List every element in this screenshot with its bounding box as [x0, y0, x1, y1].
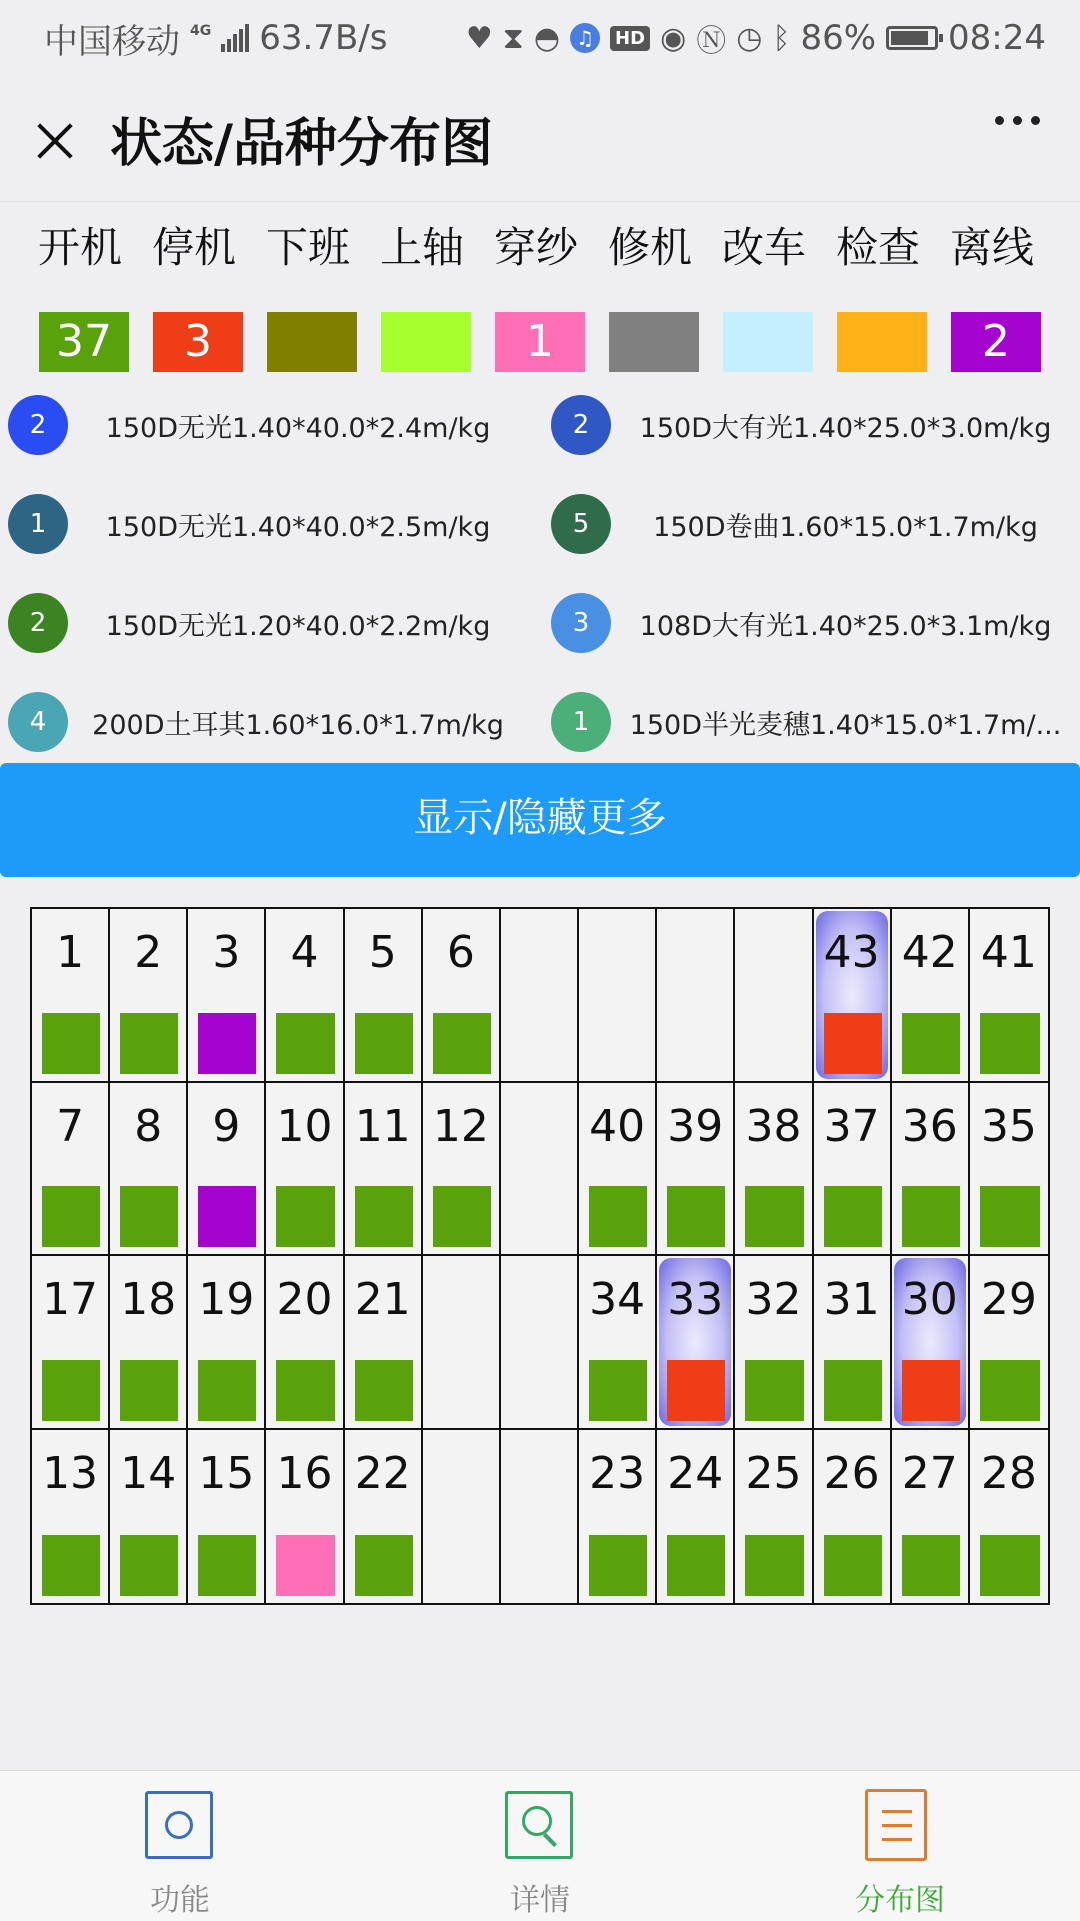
variety-count-badge: 2: [8, 593, 68, 653]
machine-cell[interactable]: [423, 909, 501, 1083]
machine-status-indicator: [667, 1360, 725, 1421]
status-count-box[interactable]: [609, 312, 699, 372]
machine-cell[interactable]: [657, 1430, 735, 1604]
machine-status-indicator: [355, 1360, 413, 1421]
machine-number: 18: [120, 1274, 177, 1325]
machine-number: 2: [134, 927, 163, 978]
machine-cell[interactable]: [345, 1083, 423, 1257]
machine-cell[interactable]: [345, 1430, 423, 1604]
machine-number: 40: [589, 1100, 646, 1152]
variety-item[interactable]: [8, 593, 528, 653]
machine-number: 3: [212, 927, 241, 978]
machine-number: 4: [290, 927, 319, 978]
machine-cell[interactable]: [32, 909, 110, 1083]
empty-cell: [423, 1430, 501, 1604]
machine-status-indicator: [355, 1535, 413, 1596]
machine-cell[interactable]: [32, 1256, 110, 1430]
machine-number: 32: [745, 1274, 802, 1325]
machine-status-indicator: [902, 1535, 960, 1596]
bluetooth-icon: ᛒ: [772, 20, 791, 56]
machine-number: 22: [354, 1447, 411, 1499]
machine-number: 30: [901, 1274, 958, 1325]
machine-cell[interactable]: [657, 1083, 735, 1257]
clock: 08:24: [948, 18, 1046, 58]
page-title: 状态/品种分布图: [110, 114, 493, 174]
machine-number: 41: [980, 927, 1037, 978]
machine-cell[interactable]: [970, 1256, 1048, 1430]
machine-cell[interactable]: [814, 1083, 892, 1257]
variety-item[interactable]: [551, 395, 1080, 455]
machine-status-indicator: [42, 1186, 100, 1247]
machine-number: 36: [901, 1100, 958, 1152]
status-bar: [0, 0, 1080, 76]
status-label: 检查: [835, 223, 920, 272]
variety-count-badge: 1: [551, 692, 611, 752]
empty-cell: [501, 1256, 579, 1430]
machine-status-indicator: [745, 1360, 803, 1421]
status-count-box[interactable]: [837, 312, 927, 372]
bottom-nav: [0, 1770, 1080, 1921]
machine-cell[interactable]: [735, 1083, 813, 1257]
machine-cell[interactable]: [32, 1083, 110, 1257]
machine-status-indicator: [42, 1013, 100, 1074]
status-count-box[interactable]: 1: [495, 312, 585, 372]
machine-status-indicator: [980, 1013, 1040, 1074]
variety-count-badge: 4: [8, 692, 68, 752]
variety-count-badge: 5: [551, 494, 611, 554]
function-icon: [145, 1791, 213, 1859]
status-label: 穿纱: [493, 223, 578, 272]
machine-number: 10: [276, 1100, 333, 1152]
empty-cell: [579, 909, 657, 1083]
machine-cell[interactable]: [266, 1256, 344, 1430]
machine-status-indicator: [433, 1013, 491, 1074]
machine-number: 6: [446, 927, 475, 978]
machine-status-indicator: [980, 1186, 1040, 1247]
machine-status-indicator: [198, 1013, 256, 1074]
machine-number: 14: [120, 1447, 177, 1499]
machine-cell[interactable]: [735, 1430, 813, 1604]
nav-item[interactable]: [450, 1771, 630, 1921]
machine-grid: [30, 907, 1050, 1605]
variety-item[interactable]: [551, 593, 1080, 653]
machine-status-indicator: [824, 1535, 882, 1596]
machine-number: 29: [980, 1274, 1037, 1325]
machine-number: 24: [667, 1447, 724, 1499]
machine-status-indicator: [433, 1186, 491, 1247]
machine-number: 34: [589, 1274, 646, 1325]
machine-status-indicator: [667, 1186, 725, 1247]
variety-item[interactable]: [8, 494, 528, 554]
machine-number: 21: [354, 1274, 411, 1325]
machine-status-indicator: [276, 1535, 334, 1596]
carrier-name: 中国移动: [44, 21, 180, 62]
machine-cell[interactable]: [970, 909, 1048, 1083]
variety-name: 150D无光1.40*40.0*2.5m/kg: [105, 511, 491, 543]
machine-status-indicator: [902, 1186, 960, 1247]
machine-cell[interactable]: [110, 1430, 188, 1604]
status-count-box[interactable]: [723, 312, 813, 372]
machine-number: 38: [745, 1100, 802, 1152]
status-label: 下班: [265, 223, 350, 272]
variety-name: 150D大有光1.40*25.0*3.0m/kg: [639, 412, 1052, 444]
machine-status-indicator: [667, 1535, 725, 1596]
status-label: 修机: [607, 223, 692, 272]
search-icon: [505, 1791, 573, 1859]
machine-cell[interactable]: [657, 1256, 735, 1430]
network-type: 4G: [190, 23, 212, 39]
machine-number: 17: [42, 1274, 99, 1325]
machine-number: 9: [212, 1100, 241, 1152]
machine-status-indicator: [902, 1360, 960, 1421]
machine-number: 19: [198, 1274, 255, 1325]
machine-number: 16: [276, 1447, 333, 1499]
machine-status-indicator: [198, 1360, 256, 1421]
machine-cell[interactable]: [188, 909, 266, 1083]
variety-name: 150D无光1.20*40.0*2.2m/kg: [105, 610, 491, 642]
machine-status-indicator: [42, 1360, 100, 1421]
machine-cell[interactable]: [266, 1083, 344, 1257]
machine-cell[interactable]: [892, 909, 970, 1083]
machine-cell[interactable]: [110, 1083, 188, 1257]
variety-count-badge: 2: [551, 395, 611, 455]
machine-cell[interactable]: [970, 1083, 1048, 1257]
machine-status-indicator: [824, 1186, 882, 1247]
qq-icon: ◓: [533, 20, 561, 56]
variety-item[interactable]: [8, 692, 528, 752]
machine-number: 12: [432, 1100, 489, 1152]
machine-cell[interactable]: [32, 1430, 110, 1604]
machine-cell[interactable]: [345, 909, 423, 1083]
machine-cell[interactable]: [892, 1256, 970, 1430]
nav-item[interactable]: [90, 1771, 270, 1921]
machine-status-indicator: [276, 1013, 334, 1074]
status-legend-labels: [0, 215, 1080, 285]
machine-status-indicator: [980, 1360, 1040, 1421]
alarm-icon: ◷: [736, 20, 763, 56]
machine-status-indicator: [120, 1013, 178, 1074]
machine-cell[interactable]: [892, 1083, 970, 1257]
battery-percent: 86%: [800, 18, 877, 58]
title-bar: [0, 76, 1080, 202]
machine-status-indicator: [120, 1360, 178, 1421]
empty-cell: [501, 1083, 579, 1257]
hd-icon: HD: [610, 26, 650, 51]
battery-icon: [886, 26, 938, 50]
machine-number: 31: [823, 1274, 880, 1325]
variety-name: 150D卷曲1.60*15.0*1.7m/kg: [653, 511, 1038, 543]
machine-cell[interactable]: [188, 1430, 266, 1604]
machine-cell[interactable]: [814, 1256, 892, 1430]
hourglass-icon: ⧗: [502, 20, 524, 56]
machine-status-indicator: [120, 1186, 178, 1247]
machine-cell[interactable]: [188, 1256, 266, 1430]
variety-item[interactable]: [8, 395, 528, 455]
variety-name: 150D半光麦穗1.40*15.0*1.7m/...: [629, 709, 1062, 741]
machine-status-indicator: [745, 1535, 803, 1596]
status-count-box[interactable]: 37: [39, 312, 129, 372]
status-label: 开机: [37, 223, 122, 272]
variety-count-badge: 1: [8, 494, 68, 554]
machine-number: 11: [354, 1100, 411, 1152]
empty-cell: [657, 909, 735, 1083]
machine-status-indicator: [276, 1360, 334, 1421]
machine-cell[interactable]: [345, 1256, 423, 1430]
machine-cell[interactable]: [579, 1256, 657, 1430]
machine-status-indicator: [589, 1186, 647, 1247]
empty-cell: [501, 909, 579, 1083]
status-label: 停机: [151, 223, 236, 272]
machine-status-indicator: [42, 1535, 100, 1596]
machine-number: 20: [276, 1274, 333, 1325]
machine-cell[interactable]: [110, 909, 188, 1083]
machine-status-indicator: [198, 1535, 256, 1596]
machine-cell[interactable]: [892, 1430, 970, 1604]
machine-status-indicator: [120, 1535, 178, 1596]
machine-number: 35: [980, 1100, 1037, 1152]
machine-status-indicator: [355, 1013, 413, 1074]
machine-number: 23: [589, 1447, 646, 1499]
nfc-icon: Ⓝ: [696, 24, 727, 59]
machine-status-indicator: [824, 1360, 882, 1421]
status-count-box[interactable]: [267, 312, 357, 372]
machine-number: 28: [980, 1447, 1037, 1499]
machine-number: 43: [823, 927, 880, 978]
empty-cell: [735, 909, 813, 1083]
machine-cell[interactable]: [110, 1256, 188, 1430]
machine-number: 37: [823, 1100, 880, 1152]
close-icon[interactable]: [10, 94, 100, 184]
machine-cell[interactable]: [579, 1083, 657, 1257]
machine-status-indicator: [902, 1013, 960, 1074]
machine-cell[interactable]: [188, 1083, 266, 1257]
machine-status-indicator: [589, 1360, 647, 1421]
machine-cell[interactable]: [266, 1430, 344, 1604]
nav-label: 详情: [510, 1883, 570, 1918]
status-count-box[interactable]: 2: [951, 312, 1041, 372]
machine-number: 5: [368, 927, 397, 978]
machine-number: 7: [56, 1100, 85, 1152]
nav-label: 分布图: [855, 1883, 945, 1918]
machine-number: 1: [56, 927, 85, 978]
more-options-icon[interactable]: [995, 116, 1040, 125]
nav-label: 功能: [150, 1883, 210, 1918]
machine-status-indicator: [745, 1186, 803, 1247]
variety-count-badge: 2: [8, 395, 68, 455]
toggle-more-button[interactable]: 显示/隐藏更多: [0, 763, 1080, 877]
machine-status-indicator: [198, 1186, 256, 1247]
machine-status-indicator: [980, 1535, 1040, 1596]
empty-cell: [423, 1256, 501, 1430]
empty-cell: [501, 1430, 579, 1604]
machine-status-indicator: [589, 1535, 647, 1596]
machine-status-indicator: [355, 1186, 413, 1247]
machine-number: 8: [134, 1100, 163, 1152]
signal-icon: [221, 24, 249, 52]
status-label: 离线: [949, 223, 1034, 272]
machine-number: 15: [198, 1447, 255, 1499]
status-legend-counts: [0, 312, 1080, 374]
variety-item[interactable]: [551, 494, 1080, 554]
network-speed: 63.7B/s: [259, 18, 388, 58]
machine-number: 42: [901, 927, 958, 978]
nav-item[interactable]: [810, 1771, 990, 1921]
machine-number: 33: [667, 1274, 724, 1325]
eye-icon: ◉: [660, 20, 687, 56]
music-icon: ♫: [570, 23, 600, 53]
machine-status-indicator: [276, 1186, 334, 1247]
status-count-box[interactable]: 3: [153, 312, 243, 372]
heartbeat-icon: ♥: [465, 20, 493, 56]
variety-name: 150D无光1.40*40.0*2.4m/kg: [105, 412, 491, 444]
machine-number: 26: [823, 1447, 880, 1499]
status-label: 改车: [721, 223, 806, 272]
machine-status-indicator: [824, 1013, 882, 1074]
variety-item[interactable]: [551, 692, 1080, 752]
machine-number: 27: [901, 1447, 958, 1499]
status-label: 上轴: [379, 223, 464, 272]
machine-cell[interactable]: [735, 1256, 813, 1430]
list-icon: [865, 1789, 927, 1861]
machine-number: 25: [745, 1447, 802, 1499]
machine-number: 13: [42, 1447, 99, 1499]
machine-cell[interactable]: [423, 1083, 501, 1257]
machine-cell[interactable]: [579, 1430, 657, 1604]
status-count-box[interactable]: [381, 312, 471, 372]
machine-cell[interactable]: [970, 1430, 1048, 1604]
machine-cell[interactable]: [814, 1430, 892, 1604]
machine-cell[interactable]: [814, 909, 892, 1083]
machine-number: 39: [667, 1100, 724, 1152]
machine-cell[interactable]: [266, 909, 344, 1083]
variety-name: 200D土耳其1.60*16.0*1.7m/kg: [92, 709, 504, 741]
variety-name: 108D大有光1.40*25.0*3.1m/kg: [639, 610, 1052, 642]
variety-count-badge: 3: [551, 593, 611, 653]
